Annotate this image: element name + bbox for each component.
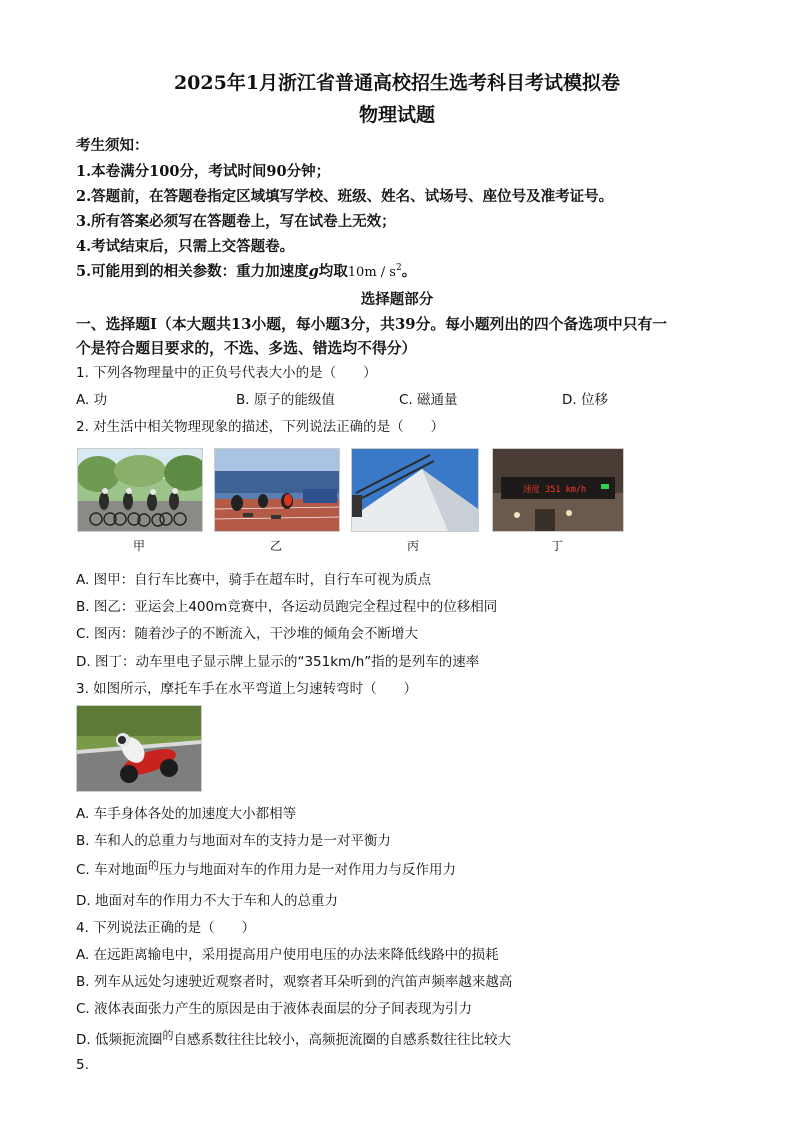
part1-line-1: 一、选择题Ⅰ（本大题共13小题，每小题3分，共39分。每小题列出的四个备选项中只有一 (76, 316, 668, 333)
q4-option-d-de: 的 (162, 1029, 174, 1042)
notice-item-4: 4.考试结束后，只需上交答题卷。 (76, 238, 295, 255)
q1-option-b: B. 原子的能级值 (236, 392, 335, 408)
q2-option-c: C. 图丙：随着沙子的不断流入，干沙堆的倾角会不断增大 (76, 626, 419, 642)
section-title: 选择题部分 (360, 291, 434, 308)
photo-cycling (77, 448, 203, 532)
q1-option-a: A. 功 (76, 392, 108, 408)
q4-option-d (76, 1028, 511, 1048)
caption-bing: 丙 (406, 539, 419, 553)
sand-pile-illustration (352, 449, 478, 531)
caption-yi: 乙 (269, 539, 282, 553)
notice-item-3: 3.所有答案必须写在答题卷上，写在试卷上无效； (76, 213, 396, 230)
q2-option-a: A. 图甲：自行车比赛中，骑手在超车时，自行车可视为质点 (76, 572, 432, 588)
notice-item-5 (76, 260, 416, 281)
caption-jia: 甲 (132, 539, 145, 553)
display-green-light (601, 484, 609, 489)
exam-title: 2025年1月浙江省普通高校招生选考科目考试模拟卷 (173, 72, 621, 94)
q3-stem: 3. 如图所示，摩托车手在水平弯道上匀速转弯时（ ） (76, 681, 418, 697)
notice-heading: 考生须知： (76, 137, 149, 154)
photo-sand-pile (351, 448, 479, 532)
q1-option-d: D. 位移 (562, 392, 608, 408)
q3-option-d: D. 地面对车的作用力不大于车和人的总重力 (76, 893, 338, 909)
notice-item-5-mid: 均取 (318, 263, 348, 280)
q3-option-c-post: 压力与地面对车的作用力是一对作用力与反作用力 (159, 862, 457, 878)
q5-stem: 5. (76, 1057, 89, 1073)
notice-item-2: 2.答题前，在答题卷指定区域填写学校、班级、姓名、试场号、座位号及准考证号。 (76, 188, 614, 205)
photo-motorcycle (76, 705, 202, 792)
caption-ding: 丁 (550, 539, 563, 553)
notice-item-5-end: 。 (401, 263, 417, 280)
motorcycle-illustration (77, 706, 201, 791)
q2-option-b: B. 图乙：亚运会上400m竞赛中，各运动员跑完全程过程中的位移相同 (76, 599, 498, 615)
train-speed-display: 速度 351 km/h (523, 485, 587, 495)
notice-item-5-prefix: 5.可能用到的相关参数：重力加速度 (76, 263, 309, 280)
q4-option-d-pre: D. 低频扼流圈 (76, 1032, 163, 1048)
q4-option-d-post: 自感系数往往比较小，高频扼流圈的自感系数往往比较大 (173, 1032, 511, 1048)
q2-option-d: D. 图丁：动车里电子显示牌上显示的“351km/h”指的是列车的速率 (76, 654, 480, 670)
q1-options (76, 388, 716, 408)
q3-option-c-de: 的 (148, 859, 160, 872)
q3-option-b: B. 车和人的总重力与地面对车的支持力是一对平衡力 (76, 833, 391, 849)
q1-option-c: C. 磁通量 (399, 392, 458, 408)
q4-option-c: C. 液体表面张力产生的原因是由于液体表面层的分子间表现为引力 (76, 1001, 473, 1017)
q3-option-c (76, 858, 456, 878)
notice-item-5-unit: 10m / s (347, 265, 396, 280)
photo-train-display (492, 448, 624, 532)
q4-option-a: A. 在远距离输电中，采用提高用户使用电压的办法来降低线路中的损耗 (76, 947, 499, 963)
cycling-illustration (78, 449, 202, 531)
running-illustration (215, 449, 339, 531)
q2-stem: 2. 对生活中相关物理现象的描述，下列说法正确的是（ ） (76, 419, 445, 435)
part1-line-2: 个是符合题目要求的，不选、多选、错选均不得分） (76, 340, 417, 357)
q4-option-b: B. 列车从远处匀速驶近观察者时，观察者耳朵听到的汽笛声频率越来越高 (76, 974, 513, 990)
notice-item-5-g: g (308, 263, 319, 280)
q3-option-c-pre: C. 车对地面 (76, 862, 149, 878)
q1-stem: 1. 下列各物理量中的正负号代表大小的是（ ） (76, 365, 377, 381)
notice-item-5-exp: 2 (395, 263, 402, 274)
exam-subtitle: 物理试题 (358, 104, 435, 126)
notice-item-1: 1.本卷满分100分，考试时间90分钟； (76, 163, 331, 180)
q3-option-a: A. 车手身体各处的加速度大小都相等 (76, 806, 297, 822)
photo-running (214, 448, 340, 532)
q4-stem: 4. 下列说法正确的是（ ） (76, 920, 256, 936)
